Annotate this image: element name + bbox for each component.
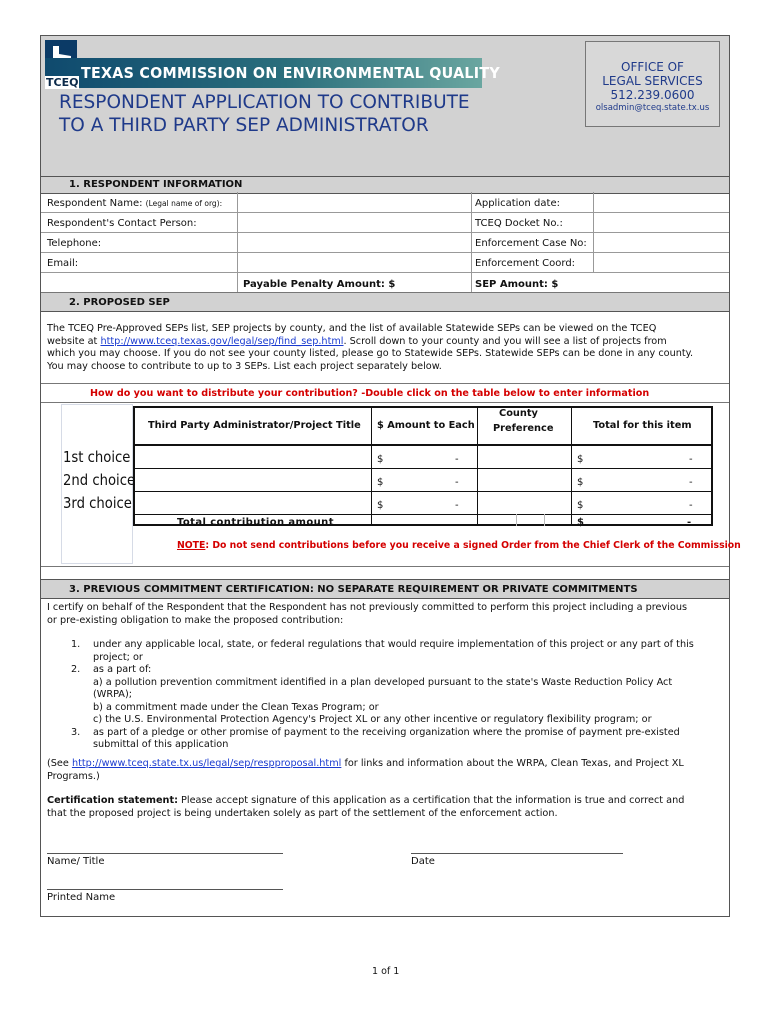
coord-label: Enforcement Coord: <box>475 258 576 269</box>
choice-2-label: 2nd choice <box>63 471 136 489</box>
printed-name-label: Printed Name <box>47 892 116 903</box>
choice-1-label: 1st choice <box>63 448 131 466</box>
application-date-input[interactable] <box>594 193 728 212</box>
respondent-name-input[interactable] <box>238 193 471 212</box>
choice-1-amount-dollar: $ <box>377 454 384 465</box>
printed-name-line[interactable] <box>47 889 283 890</box>
office-line2: LEGAL SERVICES <box>602 74 703 88</box>
telephone-label: Telephone: <box>47 238 102 249</box>
choice-2-amount-dash: - <box>455 477 459 488</box>
section2-intro: The TCEQ Pre-Approved SEPs list, SEP projects by county, and the list of available Statewide SEPs can be viewed on the TCEQ website at http://www.tceq.texas.gov/legal/sep/find_sep.html. Scroll down to your county and you will see a list of projects from which you may choose. If you do not see your county listed, please go to Statewide SEPs. Statewide SEPs can be done in any county. You may choose to contribute to up to 3 SEPs. List each project separately below. <box>47 323 694 372</box>
respondent-name-note: (Legal name of org): <box>145 199 223 208</box>
choice-2-amount-dollar: $ <box>377 477 384 488</box>
section2-heading: 2. PROPOSED SEP <box>41 293 729 312</box>
find-sep-link[interactable]: http://www.tceq.texas.gov/legal/sep/find_sep.html <box>100 335 344 347</box>
col-amount-header: $ Amount to Each <box>377 420 475 431</box>
page-number: 1 of 1 <box>372 966 400 977</box>
choice-3-total-dash: - <box>689 500 693 511</box>
choice-3-title-input[interactable] <box>135 493 371 513</box>
choice-3-amount-dollar: $ <box>377 500 384 511</box>
form-title-line1: RESPONDENT APPLICATION TO CONTRIBUTE <box>59 92 470 113</box>
application-date-label: Application date: <box>475 198 560 209</box>
choice-3-amount-dash: - <box>455 500 459 511</box>
contribution-note: NOTE: Do not send contributions before you receive a signed Order from the Chief Clerk of the Commission <box>177 540 741 551</box>
certification-intro: I certify on behalf of the Respondent that the Respondent has not previously committed to perform this project including a previous or pre-existing obligation to make the proposed contribution: <box>47 602 688 626</box>
coord-input[interactable] <box>594 253 728 272</box>
date-label: Date <box>411 856 435 867</box>
col-total-header: Total for this item <box>593 420 692 431</box>
choice-1-county-input[interactable] <box>478 447 571 467</box>
case-input[interactable] <box>594 233 728 252</box>
form-title-line2: TO A THIRD PARTY SEP ADMINISTRATOR <box>59 115 429 136</box>
agency-abbr: TCEQ <box>46 76 79 89</box>
col-county-header-2: Preference <box>493 423 554 434</box>
choice-3-county-input[interactable] <box>478 493 571 513</box>
payable-penalty-label: Payable Penalty Amount: $ <box>243 279 396 290</box>
choice-2-total-dollar: $ <box>577 477 584 488</box>
name-title-label: Name/ Title <box>47 856 105 867</box>
choice-1-amount-dash: - <box>455 454 459 465</box>
sep-table[interactable] <box>61 404 741 564</box>
form-title <box>59 91 470 137</box>
office-email: olsadmin@tceq.state.tx.us <box>595 103 710 113</box>
office-phone: 512.239.0600 <box>610 88 695 102</box>
certification-list: 1. under any applicable local, state, or federal regulations that would require implementation of this project or any part of this project; or 2. as a part of: a) a pollution prevention commitment identified in a plan developed pursuant to the state's Waste Reduction Policy Act (WRPA); b) a commitment made under the Clean Texas Program; or c) the U.S. Environmental Protection Agency's Project XL or any other incentive or regulatory flexibility program; or 3. as part of a pledge or other promise of payment to the receiving organization where the promise of payment pre-existed submittal of this application <box>71 639 694 750</box>
docket-label: TCEQ Docket No.: <box>475 218 563 229</box>
col-county-header-1: County <box>499 408 538 419</box>
office-box <box>585 41 720 127</box>
total-contribution-label: Total contribution amount <box>177 517 334 528</box>
telephone-input[interactable] <box>238 233 471 252</box>
choice-2-total-dash: - <box>689 477 693 488</box>
form-page <box>40 35 741 917</box>
total-contribution-dash: - <box>687 517 692 528</box>
agency-name: TEXAS COMMISSION ON ENVIRONMENTAL QUALITY <box>81 64 500 82</box>
name-title-signature-line[interactable] <box>47 853 283 854</box>
contact-person-input[interactable] <box>238 213 471 232</box>
contact-person-label: Respondent's Contact Person: <box>47 218 197 229</box>
see-links-paragraph: (See http://www.tceq.state.tx.us/legal/sep/respproposal.html for links and information about the WRPA, Clean Texas, and Project XL Programs.) <box>47 758 684 782</box>
sep-amount-label: SEP Amount: $ <box>475 279 559 290</box>
email-input[interactable] <box>238 253 471 272</box>
date-signature-line[interactable] <box>411 853 623 854</box>
choice-3-total-dollar: $ <box>577 500 584 511</box>
choice-1-total-dollar: $ <box>577 454 584 465</box>
section1-heading: 1. RESPONDENT INFORMATION <box>41 176 729 194</box>
respondent-name-label: Respondent Name: (Legal name of org): <box>47 198 223 209</box>
choice-2-county-input[interactable] <box>478 470 571 490</box>
office-line1: OFFICE OF <box>621 60 684 74</box>
choice-2-title-input[interactable] <box>135 470 371 490</box>
certification-statement: Certification statement: Please accept signature of this application as a certification that the information is true and correct and that the proposed project is being undertaken solely as part of the settlement of the enforcement action. <box>47 795 685 819</box>
case-label: Enforcement Case No: <box>475 238 587 249</box>
form-header <box>41 36 729 176</box>
section3-heading: 3. PREVIOUS COMMITMENT CERTIFICATION: NO SEPARATE REQUIREMENT OR PRIVATE COMMITMENTS <box>41 579 729 599</box>
col-title-header: Third Party Administrator/Project Title <box>148 420 361 431</box>
choice-1-total-dash: - <box>689 454 693 465</box>
distribute-prompt: How do you want to distribute your contribution? -Double click on the table below to enter information <box>90 388 650 399</box>
total-contribution-dollar: $ <box>577 517 584 528</box>
email-label: Email: <box>47 258 79 269</box>
docket-input[interactable] <box>594 213 728 232</box>
resp-proposal-link[interactable]: http://www.tceq.state.tx.us/legal/sep/respproposal.html <box>71 758 342 769</box>
choice-1-title-input[interactable] <box>135 447 371 467</box>
choice-3-label: 3rd choice <box>63 494 132 512</box>
